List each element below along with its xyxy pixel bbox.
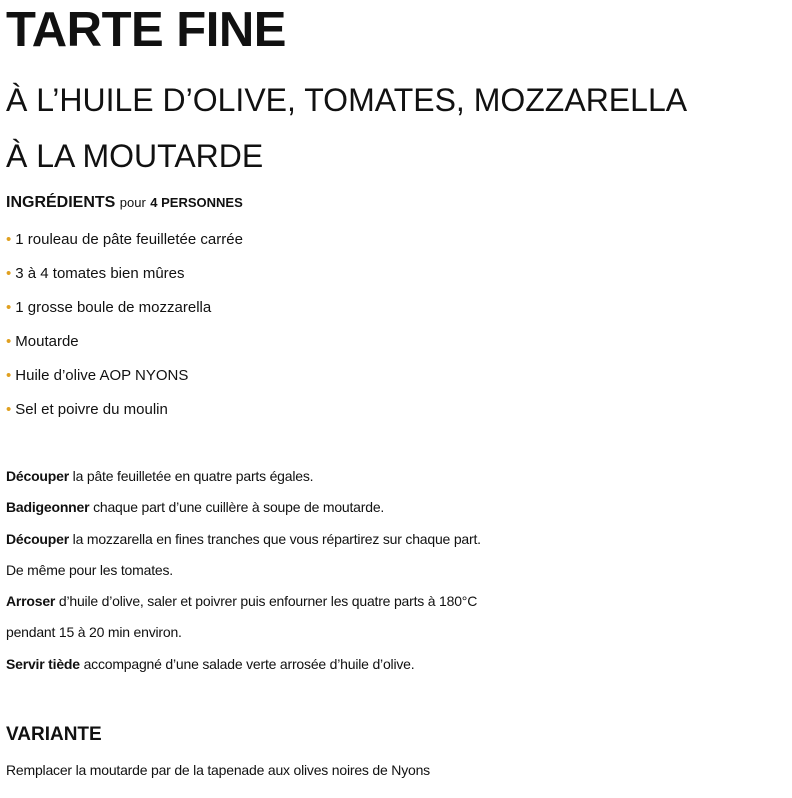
instructions (6, 468, 481, 687)
instruction-step (6, 531, 481, 562)
ingredients-heading (6, 195, 243, 211)
ingredient-text: 3 à 4 tomates bien mûres (15, 265, 185, 282)
ingredient-text: Moutarde (15, 333, 79, 350)
step-verb: Découper (6, 468, 69, 484)
bullet-icon: • (6, 401, 12, 418)
step-text: la pâte feuilletée en quatre parts égales. (68, 468, 314, 484)
ingredient-item (6, 367, 243, 401)
ingredients-title: INGRÉDIENTS (6, 194, 116, 211)
ingredient-text: 1 grosse boule de mozzarella (15, 299, 212, 316)
ingredient-text: 1 rouleau de pâte feuilletée carrée (15, 231, 243, 248)
bullet-icon: • (6, 333, 12, 350)
variante-text: Remplacer la moutarde par de la tapenade aux olives noires de Nyons (6, 762, 430, 778)
ingredient-item (6, 401, 243, 435)
step-text: la mozzarella en fines tranches que vous répartirez sur chaque part. (68, 530, 481, 547)
ingredients-list (6, 231, 243, 435)
step-verb: Badigeonner (6, 499, 90, 516)
ingredient-text: Sel et poivre du moulin (15, 401, 168, 418)
instruction-step (6, 562, 481, 593)
instruction-step (6, 499, 481, 530)
recipe-title: TARTE FINE (6, 3, 286, 57)
variante-heading: VARIANTE (6, 724, 102, 745)
ingredient-item (6, 265, 243, 299)
instruction-step (6, 624, 481, 655)
servings-prefix: pour (119, 195, 146, 210)
step-verb: Découper (6, 530, 69, 547)
ingredient-item (6, 231, 243, 265)
instruction-step (6, 656, 481, 687)
step-text: pendant 15 à 20 min environ. (6, 624, 182, 641)
ingredient-item (6, 299, 243, 333)
recipe-subtitle-line2: À LA MOUTARDE (6, 138, 264, 174)
step-text: chaque part d’une cuillère à soupe de moutarde. (89, 499, 385, 516)
ingredient-text: Huile d’olive AOP NYONS (15, 367, 189, 384)
step-text: d’huile d’olive, saler et poivrer puis enfourner les quatre parts à 180°C (55, 593, 478, 610)
step-text: De même pour les tomates. (6, 561, 173, 578)
step-verb: Servir tiède (6, 655, 80, 672)
ingredient-item (6, 333, 243, 367)
step-verb: Arroser (6, 593, 56, 610)
bullet-icon: • (6, 367, 12, 384)
instruction-step (6, 593, 481, 624)
bullet-icon: • (6, 231, 12, 248)
bullet-icon: • (6, 299, 12, 316)
instruction-step (6, 468, 481, 499)
bullet-icon: • (6, 265, 12, 282)
recipe-subtitle-line1: À L’HUILE D’OLIVE, TOMATES, MOZZARELLA (6, 82, 688, 118)
servings-count: 4 PERSONNES (150, 195, 243, 210)
step-text: accompagné d’une salade verte arrosée d’huile d’olive. (79, 655, 415, 672)
